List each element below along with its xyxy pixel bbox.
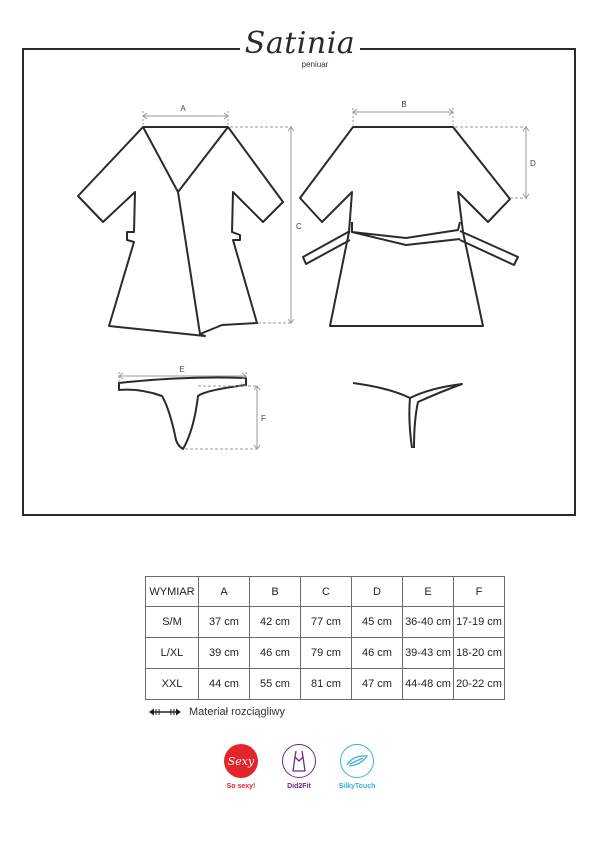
size-table [145, 576, 505, 700]
value-cell: 44 cm [199, 669, 250, 700]
robe-front-outline [78, 127, 283, 336]
dimension-a-label: A [180, 104, 186, 113]
header-cell: E [403, 577, 454, 607]
legend-text: Materiał rozciągliwy [189, 706, 285, 718]
thong-front-outline [119, 378, 246, 449]
value-cell: 39 cm [199, 638, 250, 669]
feature-badges [216, 744, 382, 790]
value-cell: 36-40 cm [403, 607, 454, 638]
size-name-cell: L/XL [146, 638, 199, 669]
dimension-e-label: E [179, 365, 185, 374]
value-cell: 39-43 cm [403, 638, 454, 669]
size-name-cell: S/M [146, 607, 199, 638]
badge-silkytouch: SilkyTouch [332, 744, 382, 790]
value-cell: 79 cm [301, 638, 352, 669]
value-cell: 46 cm [352, 638, 403, 669]
value-cell: 45 cm [352, 607, 403, 638]
size-name-cell: XXL [146, 669, 199, 700]
stretch-arrow-icon [147, 707, 183, 717]
dimension-b [353, 108, 453, 125]
value-cell: 81 cm [301, 669, 352, 700]
dimension-c-label: C [296, 222, 302, 231]
thong-back-outline [353, 383, 462, 448]
value-cell: 42 cm [250, 607, 301, 638]
value-cell: 44-48 cm [403, 669, 454, 700]
sexy-icon: Sexy [224, 744, 258, 778]
value-cell: 47 cm [352, 669, 403, 700]
table-row [146, 638, 505, 669]
brand-name: Satinia [244, 26, 356, 61]
value-cell: 77 cm [301, 607, 352, 638]
brand-subtitle: peniuar [301, 60, 329, 69]
size-table-header [146, 577, 505, 607]
header-cell: F [454, 577, 505, 607]
value-cell: 17-19 cm [454, 607, 505, 638]
value-cell: 20-22 cm [454, 669, 505, 700]
dimension-a [143, 111, 228, 125]
header-cell: D [352, 577, 403, 607]
robe-back-outline [300, 127, 510, 326]
value-cell: 37 cm [199, 607, 250, 638]
badge-so-sexy: Sexy So sexy! [216, 744, 266, 790]
dress-icon [282, 744, 316, 778]
header-cell: C [301, 577, 352, 607]
table-row [146, 607, 505, 638]
feather-icon [340, 744, 374, 778]
table-row [146, 669, 505, 700]
badge-did2fit: Did2Fit [274, 744, 324, 790]
dimension-f-label: F [261, 414, 266, 423]
header-cell: A [199, 577, 250, 607]
value-cell: 55 cm [250, 669, 301, 700]
brand-logo [240, 26, 360, 78]
dimension-b-label: B [401, 100, 407, 109]
dimension-d-label: D [530, 159, 536, 168]
header-cell: B [250, 577, 301, 607]
stretch-legend [147, 706, 285, 718]
value-cell: 46 cm [250, 638, 301, 669]
header-cell: WYMIAR [146, 577, 199, 607]
value-cell: 18-20 cm [454, 638, 505, 669]
